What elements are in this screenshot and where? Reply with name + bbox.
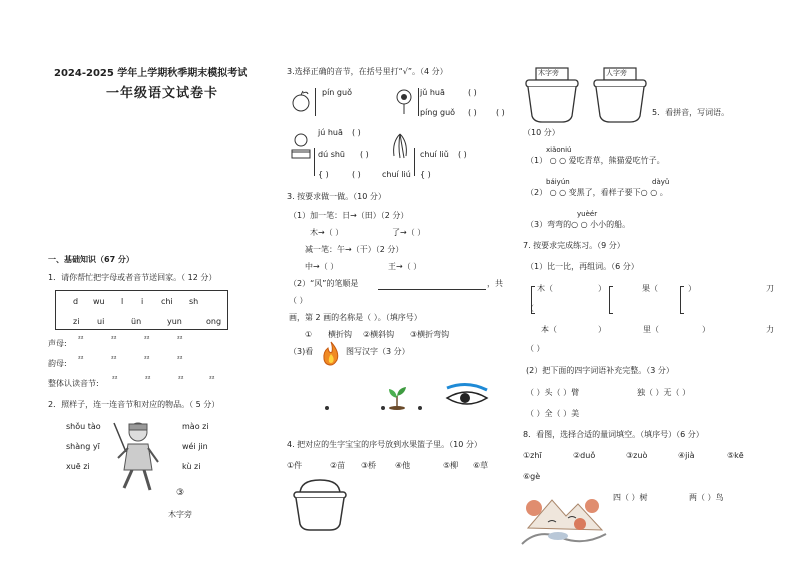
syl-l: l [121,297,124,306]
q5-1: （1） ○ ○ 爱吃青草，熊猫爱吃竹子。 [526,156,665,165]
apple-pinyin-2: píng guǒ [420,108,456,117]
q4-prompt: 4. 把对应的生字宝宝的序号放到水果篮子里。（10 分） [287,440,482,449]
paren: { ) [420,170,431,179]
q8-opt-3: ③zuò [626,451,648,460]
blank-mark: ²² [144,335,150,343]
paren: ( ) [458,150,467,159]
q8-opt-4: ④jià [678,451,695,460]
brace [418,88,419,116]
apple-pinyin-1: pín guǒ [322,88,352,97]
paren: ( ) [496,108,505,117]
bracket [609,286,613,314]
q3b-line9a: （3)看 [289,347,314,356]
q3b-opt3: ③横折弯钩 [410,330,450,339]
q5-3-pinyin: yuèér [577,210,598,218]
syl-ui: ui [97,317,105,326]
basket1-label: 木字旁 [538,69,559,77]
q7-2c: （ ）全（ ）美 [526,409,580,418]
blank-mark: ²² [112,375,118,383]
q2-right-3: kù zi [182,462,201,471]
q8-opt-5: ⑤kē [727,451,744,460]
q2-left-3: xuē zi [66,462,90,471]
q4-item-5: ⑤柳 [443,461,459,470]
syl-chi: chi [161,297,173,306]
q5-2: （2） ○ ○ 变黑了，看样子要下○ ○ 。 [526,188,668,197]
ju-hua-pinyin-a: jǔ huā [420,88,445,97]
exam-title: 2024-2025 学年上学期秋季期末模拟考试 [54,68,248,79]
du-shu-pinyin: dú shū [318,150,345,159]
willow-tree-icon [388,130,412,160]
eye-icon [443,384,491,408]
q3b-line4b: 王→（ ） [388,262,422,271]
stroke-order-blank[interactable] [378,289,486,290]
apple-icon [290,90,312,112]
blank-mark: ²² [111,355,117,363]
q2-circle-num: ③ [176,488,185,498]
connect-dot[interactable] [325,406,329,410]
blank-mark: ²² [178,375,184,383]
exam-subtitle: 一年级语文试卷卡 [106,86,219,101]
q3b-line9b: 图写汉字（3 分） [346,347,410,356]
bracket [680,286,684,314]
paren: { ) [318,170,329,179]
chui-liu-pinyin-2: chuí liú [382,170,411,179]
syl-yun: yun [167,317,182,326]
q3b-opt1: 横折钩 [328,330,352,339]
section-heading: 一、基础知识（67 分） [48,255,134,264]
q2-right-2: wéi jin [182,442,208,451]
paren: ( ) [468,108,477,117]
blank-mark: ²² [145,375,151,383]
q7-ben: 本（ [541,325,557,334]
q7-guo: 果（ [642,284,658,293]
brace [314,148,315,176]
q5-points: （10 分） [523,128,560,137]
q3b-line2b: 了→（ ） [392,228,426,237]
blank-mark: ²² [209,375,215,383]
q7-prompt: 7. 按要求完成练习。（9 分） [523,241,625,250]
paren: ( ) [352,128,361,137]
reading-child-icon [288,132,314,160]
mountain-scene-illustration [518,488,608,548]
q3b-line5a: （2）“风”的笔顺是 [289,279,359,288]
chui-liu-pinyin-1: chuí liǔ [420,150,449,159]
q2-left-2: shàng yī [66,442,100,451]
blank-mark: ²² [78,355,84,363]
syl-un: ün [131,317,142,326]
q5-2-pinyin-b: dàyǔ [652,178,670,186]
q3b-opt2: ②横斜钩 [363,330,395,339]
basket-icon [290,478,350,534]
q3b-opt1-num: ① [305,330,313,339]
q5-1-pinyin: xiǎoniú [546,146,572,154]
q3b-line3: 减一笔：午→（干）（2 分） [305,245,404,254]
q8-opt-6: ⑥gè [523,472,541,481]
basket2-label: 人字旁 [606,69,627,77]
syl-ong: ong [206,317,222,326]
q3b-line6: （ ） [289,296,308,305]
q5-prompt: 5．看拼音，写词语。 [652,108,730,117]
q3b-line4a: 中→（ ） [305,262,339,271]
seedling-icon [386,386,408,410]
q4-item-1: ①件 [287,461,303,470]
q8-fill-a: 四（ ）树 [613,493,648,502]
brace [414,148,415,176]
paren: ( ) [468,88,477,97]
ju-hua-pinyin-b: jú huā [318,128,343,137]
q7-row1b: （ [526,304,534,313]
q7-ben-close: ） [598,325,606,334]
q7-2b: 独（ ）无（ ） [637,388,691,397]
q8-opt-2: ②duǒ [573,451,596,460]
syl-zi: zi [73,317,80,326]
fire-icon [320,340,342,366]
blank-mark: ²² [177,335,183,343]
q3b-line7: 画，第 2 画的名称是（ ）。（填序号） [289,313,422,322]
q5-3: （3）弯弯的○ ○ 小小的船。 [526,220,631,229]
chrysanthemum-icon [392,88,416,114]
syl-i: i [141,297,144,306]
q7-li-close: ） [702,325,710,334]
q2-prompt: 2．照样子，连一连音节和对应的物品。（ 5 分） [48,400,220,409]
q7-li: 里（ [643,325,659,334]
yunmu-label: 韵母: [48,359,67,368]
paren: ( ) [352,170,361,179]
q7-row2b: （ ） [526,344,545,353]
q3b-line2a: 木→（ ） [310,228,344,237]
syl-sh: sh [189,297,199,306]
zhengti-label: 整体认读音节: [48,379,99,388]
q8-opt-1: ①zhī [523,451,542,460]
q3-prompt: 3.选择正确的音节，在括号里打“√”。（4 分） [287,67,448,76]
q8-fill-b: 两（ ）鸟 [689,493,724,502]
blank-mark: ²² [144,355,150,363]
syl-wu: wu [93,297,105,306]
q2-right-1: mào zi [182,422,209,431]
brace [315,88,316,116]
q7-mu-close: ） [598,284,606,293]
q3b-prompt: 3. 按要求做一做。（10 分） [287,192,386,201]
q2-bottom-text: 木字旁 [168,510,192,519]
q5-2-pinyin: báiyún [546,178,570,186]
q7-li-force: 力 [766,325,774,334]
blank-mark: ²² [111,335,117,343]
syllable-box [55,290,228,330]
paren: ( ) [360,150,369,159]
shengmu-label: 声母: [48,339,67,348]
q3b-line5b: ，共 [487,279,503,288]
q7-dao: 刀 [766,284,774,293]
q7-mu: 木（ [537,284,553,293]
q4-item-3: ③桥 [361,461,377,470]
q7-2: (2）把下面的四字词语补充完整。（3 分） [526,366,674,375]
blank-mark: ²² [78,335,84,343]
q7-1: （1）比一比，再组词。（6 分） [526,262,639,271]
q2-left-1: shǒu tào [66,422,101,431]
q3b-line1: （1）加一笔：日→（田）（2 分） [289,211,409,220]
q7-2a: （ ）头（ ）臂 [526,388,580,397]
q4-item-6: ⑥草 [473,461,489,470]
blank-mark: ²² [177,355,183,363]
connect-dot[interactable] [418,406,422,410]
q1-prompt: 1．请你帮忙把字母或者音节送回家。（ 12 分） [48,273,217,282]
connect-dot[interactable] [381,406,385,410]
girl-winter-illustration [112,418,162,498]
q4-item-4: ④他 [395,461,411,470]
q7-guo-close: ） [688,284,696,293]
syl-d: d [73,297,79,306]
q8-prompt: 8．看图，选择合适的量词填空。（填序号）（6 分） [523,430,704,439]
q4-item-2: ②苗 [330,461,346,470]
